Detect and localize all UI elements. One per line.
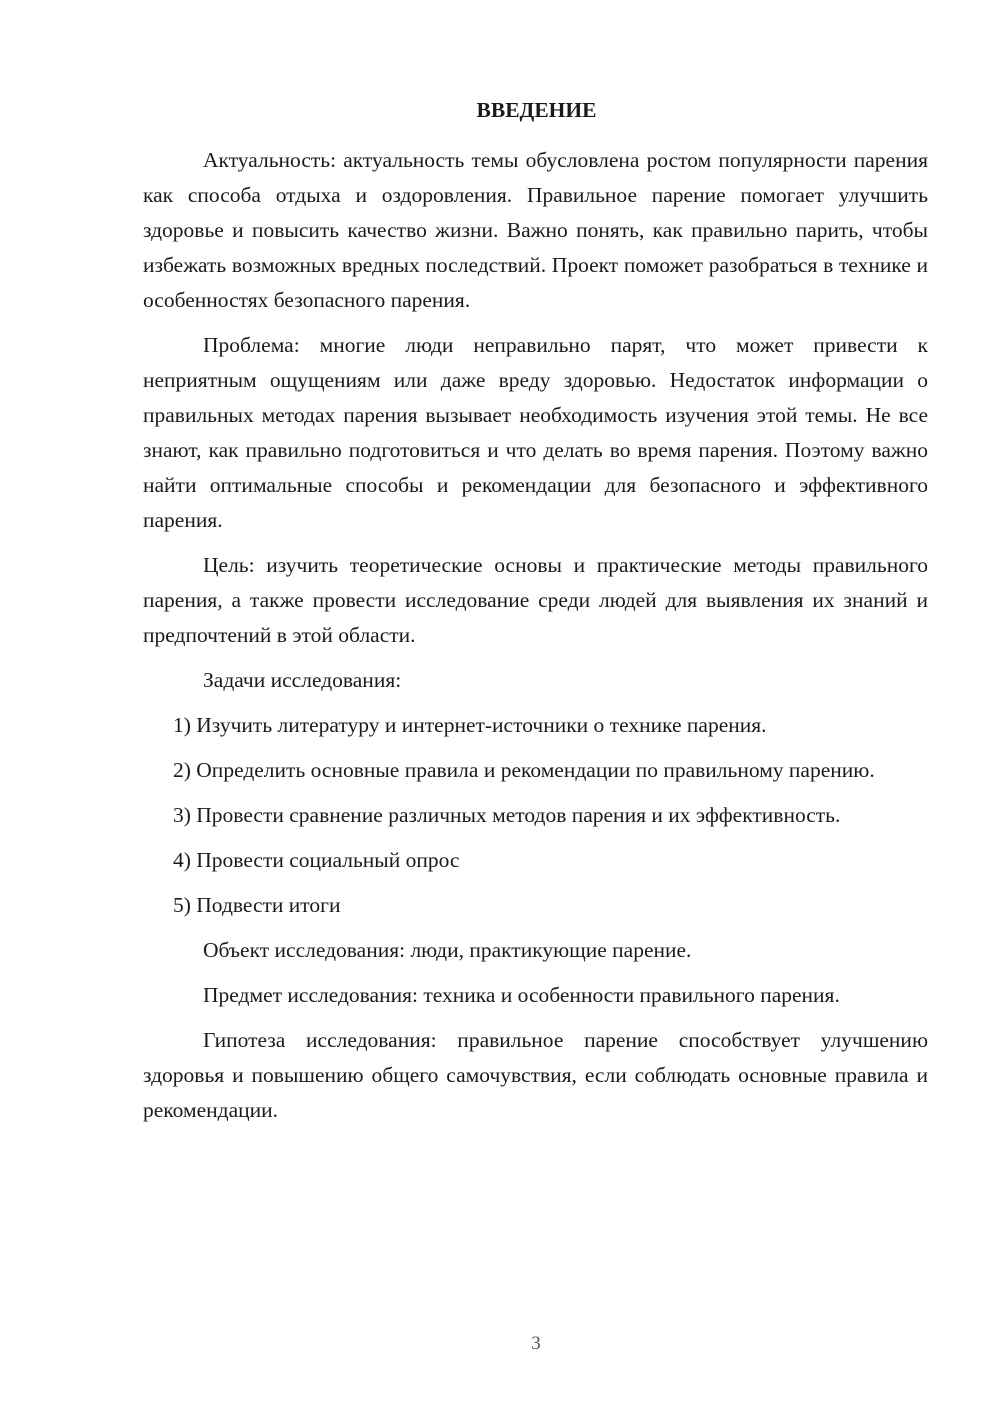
document-page — [143, 95, 928, 1138]
goal-paragraph: Цель: изучить теоретические основы и практические методы правильного парения, а также провести исследование среди людей для выявления их знаний и предпочтений в этой области. — [143, 553, 928, 647]
list-item: 2) Определить основные правила и рекомендации по правильному парению. — [173, 758, 875, 782]
problem-paragraph: Проблема: многие люди неправильно парят, что может привести к неприятным ощущениям или даже вреду здоровью. Недостаток информации о правильных методах парения вызывает необходимость изучения этой темы. Не все знают, как правильно подготовиться и что делать во время парения. Поэтому важно найти оптимальные способы и рекомендации для безопасного и эффективного парения. — [143, 333, 928, 532]
list-item: 3) Провести сравнение различных методов парения и их эффективность. — [173, 803, 841, 827]
tasks-list — [143, 708, 928, 923]
list-item: 5) Подвести итоги — [173, 893, 341, 917]
hypothesis-paragraph: Гипотеза исследования: правильное парение способствует улучшению здоровья и повышению общего самочувствия, если соблюдать основные правила и рекомендации. — [143, 1028, 928, 1122]
tasks-title: Задачи исследования: — [203, 668, 402, 692]
list-item: 4) Провести социальный опрос — [173, 848, 460, 872]
page-number: 3 — [531, 1333, 541, 1354]
list-item: 1) Изучить литературу и интернет-источники о технике парения. — [173, 713, 767, 737]
subject-paragraph: Предмет исследования: техника и особенности правильного парения. — [203, 983, 840, 1007]
object-paragraph: Объект исследования: люди, практикующие парение. — [203, 938, 692, 962]
relevance-paragraph: Актуальность: актуальность темы обусловлена ростом популярности парения как способа отдыха и оздоровления. Правильное парение помогает улучшить здоровье и повысить качество жизни. Важно понять, как правильно парить, чтобы избежать возможных вредных последствий. Проект поможет разобраться в технике и особенностях безопасного парения. — [143, 148, 928, 312]
section-heading: ВВЕДЕНИЕ — [476, 98, 597, 122]
